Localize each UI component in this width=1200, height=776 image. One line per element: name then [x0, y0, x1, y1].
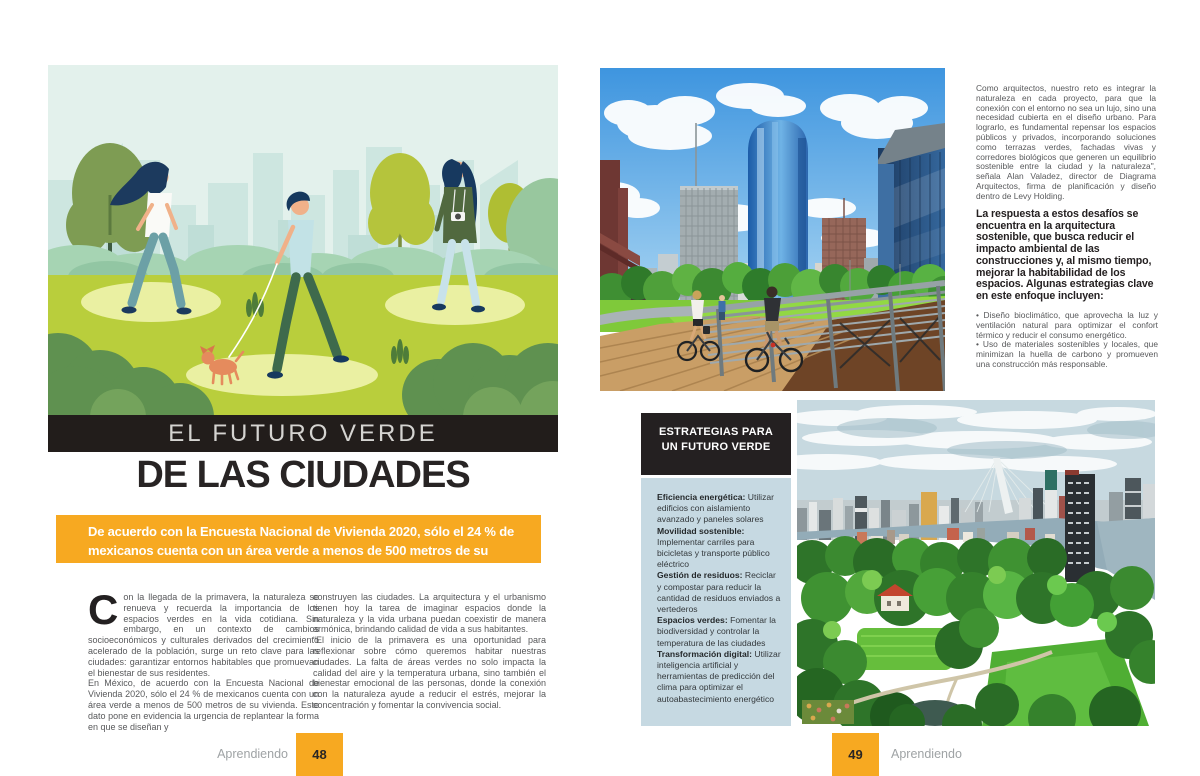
drop-cap: C	[88, 586, 119, 633]
page-title: DE LAS CIUDADES	[136, 454, 470, 496]
city-park-cyclists-photo-svg	[600, 68, 945, 391]
body-paragraph: En México, de acuerdo con la Encuesta Nacional de Vivienda 2020, sólo el 24 % de mexicanos cuenta con un área verde a menos de 500 metros de su vivienda. Este dato pone en evidencia la urgencia de replantear la forma en que se diseñan y	[88, 678, 319, 732]
cloud-streaks	[797, 405, 1155, 472]
bullet-item: • Uso de materiales sostenibles y locales, que minimizan la huella de carbono y promueven una construcción más responsable.	[976, 339, 1158, 369]
highlight-deck: De acuerdo con la Encuesta Nacional de Vivienda 2020, sólo el 24 % de mexicanos cuenta con un área verde a menos de 500 metros de su vivienda.	[56, 515, 541, 563]
body-paragraph: construyen las ciudades. La arquitectura y el urbanismo tienen hoy la tarea de imaginar espacios donde la naturaleza y la vida urbana puedan coexistir de manera armónica, brindando calidad de vida a sus habitantes.	[313, 592, 546, 635]
strategy-item: Gestión de residuos: Reciclar y compostar para reducir la cantidad de residuos enviados a vertederos	[657, 570, 781, 615]
bullet-list	[976, 311, 1158, 370]
strategy-item: Movilidad sostenible: Implementar carriles para bicicletas y transporte público eléctrico	[657, 525, 770, 570]
strategy-item: Espacios verdes: Fomentar la biodiversidad y controlar la temperatura de las ciudades	[657, 615, 776, 648]
page-number-49: 49	[832, 733, 879, 776]
page-number-48: 48	[296, 733, 343, 776]
aerial-park-city-photo	[797, 400, 1155, 726]
body-column-2	[313, 592, 546, 711]
flower-bed	[802, 700, 854, 724]
strategy-item: Transformación digital: Utilizar inteligencia artificial y herramientas de predicción del clima para optimizar el autoabastecimiento energético	[657, 648, 781, 704]
bullet-item: • Diseño bioclimático, que aprovecha la luz y ventilación natural para optimizar el confort térmico y reducir el consumo energético.	[976, 310, 1158, 340]
aerial-park-city-photo-svg	[797, 400, 1155, 726]
intro-paragraph: Como arquitectos, nuestro reto es integrar la naturaleza en cada proyecto, para que la conexión con el entorno no sea un lujo, sino una necesidad cubierta en el diseño urbano. Para lograrlo, es fundamental repensar los espacios públicos y privados, incorporando soluciones como terrazas verdes, fachadas vivas y corredores biológicos que generen un equilibrio sostenible entre la ciudad y la naturaleza", señala Alan Valadez, director de Diagrama Arquitectos, firma de planificación y diseño dentro de Levy Holding.	[976, 83, 1156, 201]
body-column-1	[88, 586, 319, 732]
title-eyebrow: EL FUTURO VERDE	[48, 415, 558, 452]
body-paragraph: on la llegada de la primavera, la naturaleza se renueva y recuerda la importancia de los espacios verdes en la vida cotidiana. Sin embargo, en un contexto de cambios socioeconómicos y culturales derivados del crecimiento acelerado de la población, surge un reto clave para las ciudades: garantizar entornos habitables que promuevan el bienestar de sus residentes.	[88, 592, 319, 678]
park-walk-illustration-svg	[48, 65, 558, 415]
body-paragraph: “El inicio de la primavera es una oportunidad para reflexionar sobre cómo queremos habitar nuestras ciudades. La falta de áreas verdes no solo impacta la calidad del aire y la temperatura urbana, sino también el bienestar emocional de las personas, donde la conexión con la naturaleza ayude a reducir el estrés, mejorar la concentración y fomentar la convivencia social.	[313, 635, 546, 710]
footer-section-label-left: Aprendiendo	[217, 747, 288, 761]
subheading: La respuesta a estos desafíos se encuentra en la arquitectura sostenible, que busca reducir el impacto ambiental de las construcciones y, al mismo tiempo, mejorar la habitabilidad de los espacios. Algunas estrategias clave en este enfoque incluyen:	[976, 208, 1154, 302]
city-park-cyclists-photo	[600, 68, 945, 391]
strategies-title-box: ESTRATEGIAS PARA UN FUTURO VERDE	[641, 413, 791, 475]
strategy-item: Eficiencia energética: Utilizar edificios con aislamiento avanzado y paneles solares	[657, 492, 775, 525]
footer-section-label-right: Aprendiendo	[891, 747, 962, 761]
park-walk-illustration	[48, 65, 558, 415]
dark-tower	[1065, 474, 1095, 582]
small-figure	[719, 295, 726, 320]
strategies-list-panel	[641, 478, 791, 726]
